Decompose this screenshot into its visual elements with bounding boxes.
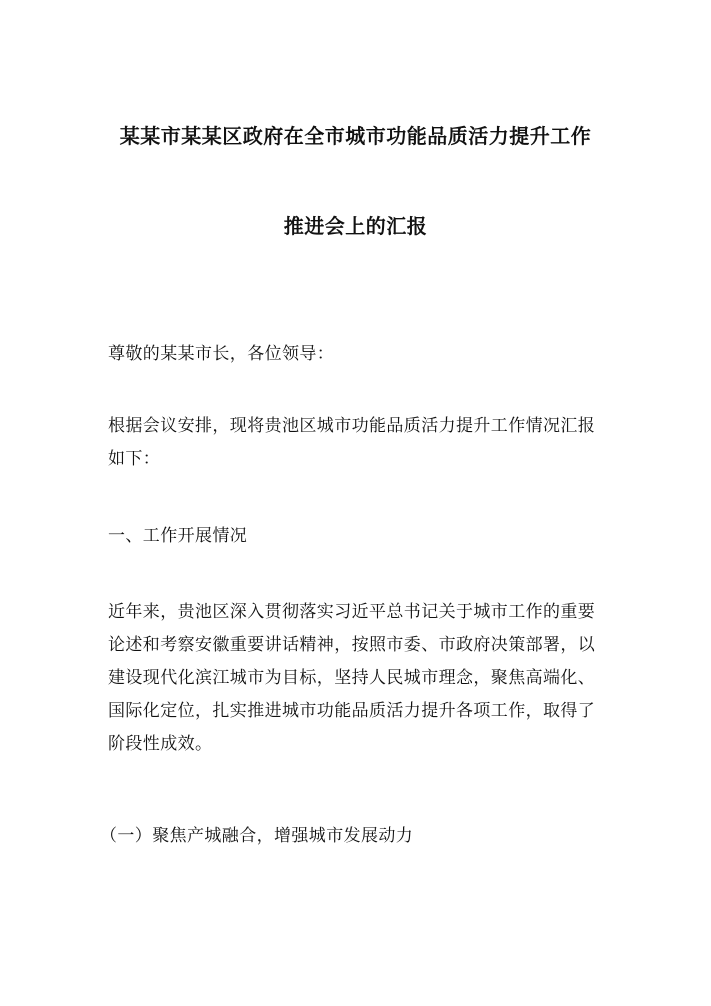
document-title-line-2: 推进会上的汇报 [283,214,428,238]
intro-paragraph: 根据会议安排，现将贵池区城市功能品质活力提升工作情况汇报如下： [108,416,596,469]
salutation: 尊敬的某某市长，各位领导： [108,344,335,364]
document-title-line-1: 某某市某某区政府在全市城市功能品质活力提升工作 [119,124,592,148]
section-1-body: 近年来，贵池区深入贯彻落实习近平总书记关于城市工作的重要论述和考察安徽重要讲话精神，按照市委、市政府决策部署，以建设现代化滨江城市为目标，坚持人民城市理念，聚焦高端化、国际化定位，扎实推进城市功能品质活力提升各项工作，取得了阶段性成效。 [108,602,596,754]
section-heading-1: 一、工作开展情况 [108,526,248,546]
subsection-heading-1: （一）聚焦产城融合，增强城市发展动力 [100,826,414,846]
